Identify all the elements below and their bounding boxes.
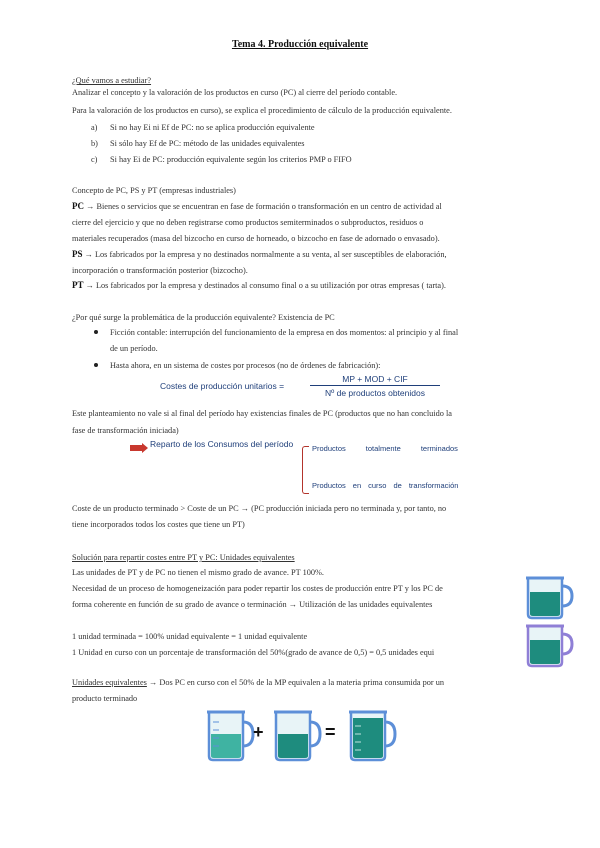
reparto-word: Productos — [312, 481, 346, 490]
measuring-cup-icon — [522, 620, 574, 668]
bullet-text: Ficción contable: interrupción del funcionamiento de la empresa en dos momentos: al principio y al final — [110, 328, 459, 337]
ps-definition — [72, 249, 447, 260]
paragraph-line: forma coherente en función de su grado de avance o terminación → Utilización de las unidades equivalentes — [72, 600, 433, 609]
equation-line: 1 Unidad en curso con un porcentaje de transformación del 50%(grado de avance de 0,5) = 0,5 unidades equi — [72, 648, 435, 657]
formula-fraction — [310, 374, 440, 398]
bullet-icon — [94, 330, 98, 334]
pc-label: PC — [72, 201, 84, 211]
ps-label: PS — [72, 249, 83, 259]
full-cup-icon — [345, 706, 397, 762]
reparto-label: Reparto de los Consumos del período — [150, 439, 294, 449]
bullet-icon — [94, 363, 98, 367]
units-line: producto terminado — [72, 694, 138, 703]
reparto-arrow — [130, 440, 150, 458]
arrow-right-icon — [130, 443, 150, 453]
reparto-bottom — [312, 480, 458, 491]
paragraph-line: fase de transformación iniciada) — [72, 426, 179, 435]
pc-text: → Bienes o servicios que se encuentran en fase de formación o transformación en un centro de actividad al — [84, 202, 442, 211]
reparto-word: terminados — [420, 444, 458, 453]
concepts-heading: Concepto de PC, PS y PT (empresas industriales) — [72, 186, 236, 195]
page-title: Tema 4. Producción equivalente — [231, 39, 369, 50]
half-cup-icon — [203, 706, 255, 762]
pc-text: cierre del ejercicio y que no deben registrarse como productos semiterminados o subproductos, residuos o — [72, 218, 424, 227]
bullet-text: Hasta ahora, en un sistema de costes por procesos (no de órdenes de fabricación): — [110, 361, 381, 370]
reparto-word: Productos — [312, 444, 346, 453]
formula-denominator: Nº de productos obtenidos — [325, 388, 425, 398]
pc-text: materiales recuperados (masa del bizcocho en curso de horneado, o bizcocho en fase de adornado o envasado). — [72, 234, 440, 243]
list-item: Si no hay Ei ni Ef de PC: no se aplica producción equivalente — [110, 123, 315, 132]
units-line — [72, 677, 444, 688]
formula-numerator: MP + MOD + CIF — [310, 374, 440, 386]
reparto-word: curso — [368, 481, 387, 490]
ps-text: → Los fabricados por la empresa y no destinados normalmente a su venta, al ser susceptibles de elaboración, — [82, 250, 447, 259]
bullet-text: de un período. — [110, 344, 158, 353]
paragraph-line: tiene incorporados todos los costes que tiene un PT) — [72, 520, 245, 529]
solution-heading: Solución para repartir costes entre PT y PC: Unidades equivalentes — [72, 553, 295, 562]
list-item: Si sólo hay Ef de PC: método de las unidades equivalentes — [110, 139, 305, 148]
paragraph-line: Coste de un producto terminado > Coste de un PC → (PC producción iniciada pero no terminada y, por tanto, no — [72, 504, 447, 513]
list-marker: a) — [91, 123, 98, 132]
ps-text: incorporación o transformación posterior (bizcocho). — [72, 266, 248, 275]
reparto-word: totalmente — [365, 444, 401, 453]
list-marker: b) — [91, 139, 98, 148]
formula-label: Costes de producción unitarios = — [160, 381, 285, 391]
reparto-word: transformación — [408, 481, 459, 490]
units-text: → Dos PC en curso con el 50% de la MP equivalen a la materia prima consumida por un — [146, 678, 445, 687]
measuring-cup-icon — [522, 572, 574, 620]
reparto-word: en — [352, 481, 362, 490]
equals-sign: = — [325, 722, 336, 742]
reparto-brace — [302, 446, 309, 494]
reparto-top — [312, 443, 458, 454]
pt-text: → Los fabricados por la empresa y destinados al consumo final o a su utilización por otras empresas ( tarta). — [83, 281, 446, 290]
pt-label: PT — [72, 280, 84, 290]
pc-definition — [72, 201, 442, 212]
list-item: Si hay Ei de PC: producción equivalente según los criterios PMP o FIFO — [110, 155, 352, 164]
paragraph-line: Las unidades de PT y de PC no tienen el mismo grado de avance. PT 100%. — [72, 568, 325, 577]
list-marker: c) — [91, 155, 98, 164]
intro-heading: ¿Qué vamos a estudiar? — [72, 76, 152, 85]
intro-line: Analizar el concepto y la valoración de los productos en curso (PC) al cierre del período contable. — [72, 88, 398, 97]
pt-definition — [72, 280, 446, 291]
half-cup-icon — [270, 706, 322, 762]
paragraph-line: Este planteamiento no vale si al final del período hay existencias finales de PC (productos que no han concluido la — [72, 409, 452, 418]
intro-line: Para la valoración de los productos en curso), se explica el procedimiento de cálculo de la producción equivalente. — [72, 106, 452, 115]
problem-heading: ¿Por qué surge la problemática de la producción equivalente? Existencia de PC — [72, 313, 335, 322]
plus-sign: + — [253, 722, 264, 742]
equation-line: 1 unidad terminada = 100% unidad equivalente = 1 unidad equivalente — [72, 632, 308, 641]
units-heading: Unidades equivalentes — [72, 678, 147, 687]
reparto-word: de — [393, 481, 402, 490]
paragraph-line: Necesidad de un proceso de homogeneización para poder repartir los costes de producción entre PT y los PC de — [72, 584, 443, 593]
